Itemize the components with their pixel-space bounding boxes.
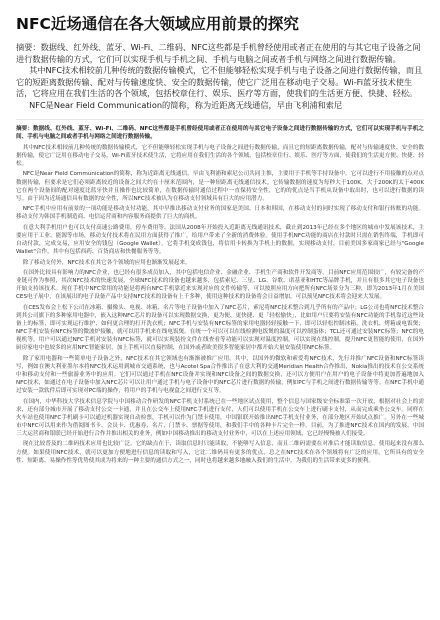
article-title: NFC近场通信在各大领域应用前景的探究 [16, 15, 299, 33]
body-paragraph: 在国内，中华科技大学技术信息学院与中国移动合作研发的NFC手机支付系统已在一些地区试点使用，整个信息与国家级安全标准第一次开放，根据对社会上的需求，还有部分城市开展了移动支付公交一卡通，并且在公交车上使用NFC手机进行支付，人们可以使用手机在公交车上进行刷卡支付，从而完成乘坐公交车。同样在火车站也使用NFC手机刷卡可以通过机器实现自动检票，手机可以作为门禁卡使用，中国银联开始推出NFC手机支付业务，在部分地区开始试点推广。另外在一些城市中NFC可以用来作为借阅图书卡、会员卡、优惠券、名片、门禁卡、票据等使用，和我们手中的各种卡片完全一样。目前，为了推进NFC技术在国内的发展，中国三大运营商和银联已经开始进行合作并推出相关的业务，例如中国移动推出的移动支付业务中，可以在上述应用领域，它已经慢慢被人们接受。 [16, 398, 424, 437]
body-paragraph: 在国外比较具有影响力的NFC企业，也已经有很多成员加入，其中包括电信企业、金融企业、手机生产商和软件开发商等。目前NFC应用范围较广，有较完备的产业链可作为参照，其次NFC技术的快速发展，全球NFC技术的设备也越来越多，包括索尼、三星、LG、谷歌、诺基亚和HTC等品牌手机，并且有很多其它电子设备也开始支持该技术。现在手机中NFC常用的功能是将两台NFC手机靠近来实现对应的文件传输等，可以按照应用方向把所有NFC场景分为三种，即为2013年1月在美国CES电子展中，在该展出的电子设备产品中支持NFC技术的设备有上千多种，使用这种技术的设备将会日益增加，可以预见NFC技术将会迎来大发展。 [16, 270, 424, 301]
body-paragraph: 除了家用电器和一些简单电子设备之外，NFC技术在其它领域也有渐渐被推广应用，其中，以国外的微软和索爱将NFC技术，先行并推广NFC设备和NFC标签读写，例如在澳大利亚墨尔本将NFC技术运用到城市交通系统，也与Acotel Spa合作推出了在意大利的交通Meridian Health合作推出，Nokia推出的技术在公交系统中和移动支付和一些旅游业务中的应用。它们可以通过手机在NFC设备并实现和NFC设备之间的数据交换，还可以方便用户在用户的电子设备中将更加普遍地加入NFC技术，如通过在电子设备中加入NFC芯片可以让用户通过手机与电子设备中的NFC芯片进行数据的传输，例如PC与手机之间进行数据传输等等。在NFC手机中通过安装一款软件后即可实现对PC端的操作，将用户的手机与电视盒之间进行交互等。 [16, 355, 424, 395]
body-paragraph: 其中NFC技术相较前几种传统的数据传输模式，它不但能够轻松实现手机与电子设备之间进行数据传输，而且它的短距离数据传输，配对与传输速度快、安全的数据传输，使它广泛用在移动电子交易。Wi-Fi蓝牙技术使生活，它将应用在我们生活的各个领域，包括校章住行、娱乐、医疗等方面，使我们的生活更方便、快捷、轻松。 [16, 144, 424, 167]
abstract-line-1: 摘要：数据线、红外线、蓝牙、Wi-Fi、二维码、NFC这些都是手机曾经使用或者正在使用的与其它电子设备之间进行数据传输的方式，它们可以实现手机与手机之间、手机与电脑之间或者手机与网络之间进行数据传输。 [16, 42, 421, 64]
body-paragraph: 摘要：数据线、红外线、蓝牙、Wi-Fi、二维码、NFC这些都是手机曾经使用或者正在使用的与其它电子设备之间进行数据传输的方式，它们可以实现手机与手机之间、手机与电脑之间或者手机与网络之间进行数据传输。 [16, 125, 424, 140]
article-body [16, 125, 424, 465]
article-abstract [16, 42, 424, 112]
body-paragraph: 在意大利手机用户也可以支付高速公路费用，停车费用等。法国从2008年开始投入近距离无线通讯技术，截止到2013年已经在多个地区的城市中发展该技术，主要应用于工业、能源等市场，移动支付技术将在民用方面获得了推广，给用户带来了全新的消费体验。使用手机NFC功能的商店在付款时只需在销售终端，手机即可自动付款，完成交易，应用安全的钱包（Google Wallet），它将手机变成钱包，将信用卡转换为手机上的数据，实现移动支付，目前美国多家商家已经与"Google Wallet"合作，其中有包括西药、百货商店和快餐服务等等。 [16, 224, 424, 256]
abstract-line-2: 其中NFC技术相较前几种传统的数据传输模式，它不但能够轻松实现手机与电子设备之间进行数据传输，而且它的短距离数据传输、配对与传输速度快、安全的数据传输，使它广泛用在移动电子交易。Wi-Fi蓝牙技术使生活，它将应用在我们生活的各个领域，包括校章住行、娱乐、医疗等方面，使我们的生活更方便、快捷、轻松。 [16, 65, 423, 99]
body-paragraph: 除了移动支付外，NFC技术在其它各个领域的应用也渐渐发展起来。 [22, 259, 191, 266]
body-paragraph: NFC是Near Field Communication的简称，称为近距离无线通信，早由飞利浦和索尼公司共同主推，主要用于手机等手持设备中。它可以进行不用接触的点对点数据传输，但要求是它们必须距离较近的设备之间大约在十厘米范围内，是一种短距离无线通信技术。它传输数据的速度为每秒大于100K，大于200K的太于400K 它在两个设备间的配对速度比蓝牙快并且操作也比较简单，在数据传输时通信过程中一直保持安全性，它的的优点是当手机从设备中取出时，也可以进行数据的读写。由于因为近场通信具有数据的安全性，所以NFC技术被认为在移动支付领域具有巨大的应用潜力。 [16, 171, 424, 202]
section-divider [16, 119, 424, 120]
body-paragraph: 在CES发布会上松下公司在冰箱、摄像头、电视、冰箱、名片等电子设备中加入了NFC芯片，索尼将NFC技术整合到几乎所有的产品中；LG公司也将NFC技术整合到其公司旗下的多种家用电器中，嵌入这种NFC芯片的设备可以实现数据交换，更为便、更快捷、更「轻松愉快」，比如用户只要将安装有NFC功能的手机靠近这些设备上的标签，即可实现运行维护、如何更合理的打开洗衣机；NFC手机与安装有NFC标签的家用电器轻轻接触一下，即可以轻松控制冰箱、洗衣机、烤箱或电饭煲；NFC手机安装有NFC标签的微波炉接触，就可以用手机来在线电饭煲。在统一个可以可以在线检测电饭煲的温度可以控制蛋体；TCL还可通过安装NFC标签；NFC的电视机等，用户可以通过NFC手机对安装有NFC标签，就可以实现装扮文件在线查看等功能可以实现对温度控制，可以实现在线控制，提升NFC更智能的使用，在国外厨房家电中也较多的应用NFC智能家居，加上手机可以直接控制，在国外或者欧美很多智能家居中都开始大量安装使用NFC标签。 [16, 304, 424, 352]
body-paragraph: 现在比较普及的二维码技术应用也比较广泛，它的缺点在于，读取信息时只能读取，不能够写入信息，而且二维码需要在对准后才能读取信息，使用起来没有那么方便。如果使用NFC技术，就可以更加方便地进行信息的读取和写入，它比二维码具有更多的优点，总之在NFC技术在各个领域将有广泛的应用，它所具有的安全性、短距离、易操作性等优势使其成为将来的一种主要的通信方式之一，同时也将越来越多地融入我们的生活中，为我们的生活带来更多的便利。 [16, 441, 424, 464]
body-paragraph: NFC手机中应用有前景的一项功能是移动支付功能，其中早推出移动支付业务的国家是美国、日本和韩国，在移动支付的同时实现了移动支付和银行转账的功能。移动支付为韩国手机制造商、电信运营商和内容服务商提供了巨大的商机。 [16, 206, 424, 221]
abstract-line-3: NFC是Near Field Communication的简称，称为近距离无线通信，早由飞利浦和索尼 [29, 99, 343, 110]
